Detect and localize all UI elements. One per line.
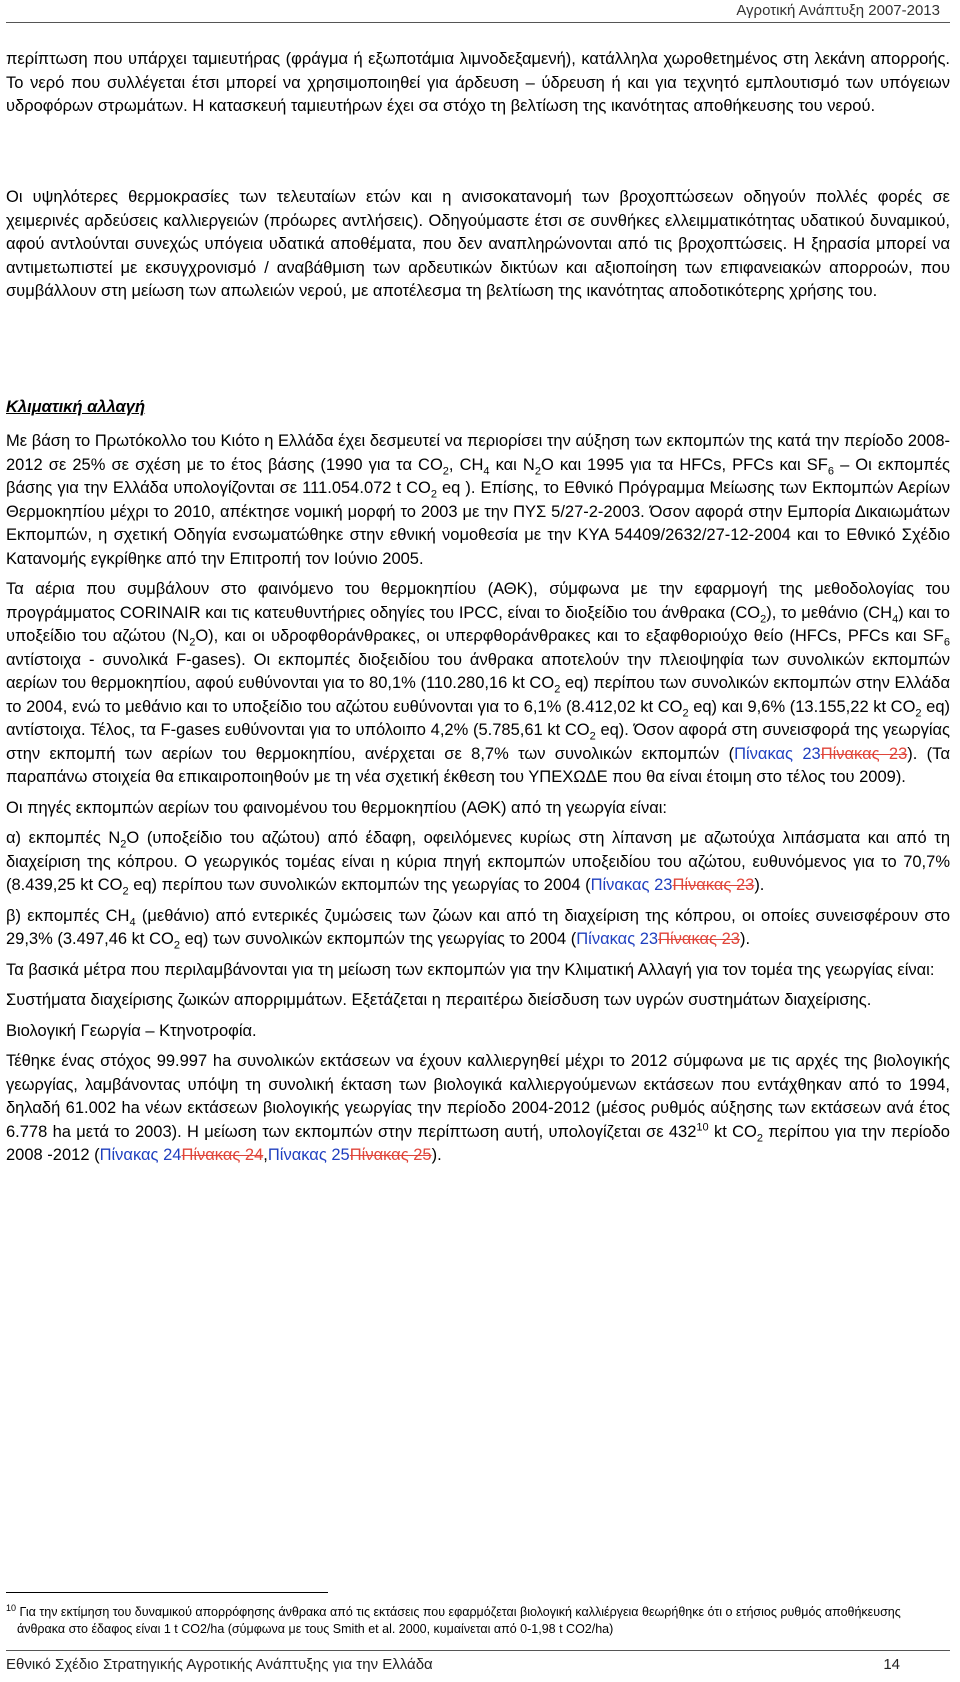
deleted-reference: Πίνακας 25 bbox=[349, 1146, 432, 1164]
table-reference-link[interactable]: Πίνακας 23 bbox=[576, 930, 659, 948]
paragraph-reservoir: περίπτωση που υπάρχει ταμιευτήρας (φράγμα ή εξωποτάμια λιμνοδεξαμενή), κατάλληλα χωροθετημένος στη λεκάνη απορροής. Το νερό που συλλέγεται έτσι μπορεί να χρησιμοποιηθεί για άρδευση – ύδρευση ή και για τεχνητό εμπλουτισμό των υπόγειων υδροφόρων στρωμάτων. Η κατασκευή ταμιευτήρων έχει σα στόχο τη βελτίωση της ικανότητας αποθήκευσης του νερού. bbox=[6, 50, 950, 115]
footnote bbox=[6, 1604, 946, 1638]
paragraph-organic-target: Τέθηκε ένας στόχος 99.997 ha συνολικών εκτάσεων να έχουν καλλιεργηθεί μέχρι το 2012 σύμφωνα με τις αρχές της βιολογικής γεωργίας, λαμβάνοντας υπόψη τη συνολική έκταση των βιολογικά καλλιεργούμενων εκτάσεων που εντάχθηκαν από το 1994, δηλαδή 61.002 ha νέων εκτάσεων βιολογικής γεωργίας την περίοδο 2004-2012 (μέσος ρυθμός αύξησης των εκτάσεων ανά έτος 6.778 ha μετά το 2003). Η μείωση των εκπομπών στην περίπτωση αυτή, υπολογίζεται σε $432^{10}$ kt $CO_2$ περίπου για την περίοδο 2008 -2012 (Πίνακας 24Πίνακας 24,Πίνακας 25Πίνακας 25). bbox=[6, 1052, 950, 1164]
deleted-reference: Πίνακας 23 bbox=[672, 876, 755, 894]
table-reference-link[interactable]: Πίνακας 25 bbox=[267, 1146, 350, 1164]
paragraph-sources-intro: Οι πηγές εκπομπών αερίων του φαινομένου του θερμοκηπίου (ΑΘΚ) από τη γεωργία είναι: bbox=[6, 798, 667, 817]
climate-section-body bbox=[6, 430, 950, 1175]
footer-divider bbox=[6, 1650, 950, 1651]
paragraph-ch4: β) εκπομπές $CH_4$ (μεθάνιο) από εντερικές ζυμώσεις των ζώων και από τη διαχείριση της κόπρου, οι οποίες συνεισφέρουν στο 29,3% (3.497,46 kt $CO_2$ eq) των συνολικών εκπομπών της γεωργίας το 2004 (Πίνακας 23Πίνακας 23). bbox=[6, 906, 950, 952]
footnote-separator bbox=[6, 1592, 328, 1593]
paragraph-kyoto: Με βάση το Πρωτόκολλο του Κιότο η Ελλάδα έχει δεσμευτεί να περιορίσει την αύξηση των εκπομπών της κατά την περίοδο 2008-2012 σε 25% σε σχέση με το έτος βάσης (1990 για τα $CO_2$, $CH_4$ και $N_2O$ και 1995 για τα HFCs, PFCs και $SF_6$ – Οι εκπομπές βάσης για την Ελλάδα υπολογίζονται σε 111.054.072 t $CO_2$ eq ). Επίσης, το Εθνικό Πρόγραμμα Μείωσης των Εκπομπών Αερίων Θερμοκηπίου μέχρι το 2010, απέκτησε νομική μορφή το 2003 με την ΠΥΣ 5/27-2-2003. Όσον αφορά στην Εμπορία Δικαιωμάτων Εκπομπών, η σχετική Οδηγία ενσωματώθηκε στην εθνική νομοθεσία με την ΚΥΑ 54409/2632/27-12-2004 και το Εθνικό Σχέδιο Κατανομής εγκρίθηκε από την Επιτροπή τον Ιούνιο 2005. bbox=[6, 432, 950, 568]
table-reference-link[interactable]: Πίνακας 24 bbox=[99, 1146, 182, 1164]
deleted-reference: Πίνακας 23 bbox=[658, 930, 740, 948]
paragraph-measures: Τα βασικά μέτρα που περιλαμβάνονται για τη μείωση των εκπομπών για την Κλιματική Αλλαγή για τον τομέα της γεωργίας είναι: bbox=[6, 960, 935, 979]
paragraph-n2o: α) εκπομπές $N_2O$ (υποξείδιο του αζώτου) από έδαφη, οφειλόμενες κυρίως στη λίπανση με αζωτούχα λιπάσματα και από τη διαχείριση της κόπρου. Ο γεωργικός τομέας είναι η κύρια πηγή εκπομπών υποξειδίου του αζώτου, ευθυνόμενος για το 70,7% (8.439,25 kt $CO_2$ eq) περίπου των συνολικών εκπομπών της γεωργίας το 2004 (Πίνακας 23Πίνακας 23). bbox=[6, 829, 950, 898]
paragraph-manure-systems: Συστήματα διαχείρισης ζωικών απορριμμάτων. Εξετάζεται η περαιτέρω διείσδυση των υγρών συστημάτων διαχείρισης. bbox=[6, 991, 872, 1009]
section-heading-climate-change: Κλιματική αλλαγή bbox=[6, 398, 146, 416]
footnote-text: Για την εκτίμηση του δυναμικού απορρόφησης άνθρακα από τις εκτάσεις που εφαρμόζεται βιολογική καλλιέργεια θεωρήθηκε ότι ο ετήσιος ρυθμός αποθήκευσης άνθρακα στο έδαφος είναι 1 t CO2/ha (σύμφωνα με τους Smith et al. 2000, κυμαίνεται από 0-1,98 t CO2/ha) bbox=[16, 1605, 901, 1636]
table-reference-link[interactable]: Πίνακας 23 bbox=[590, 876, 673, 894]
table-reference-link[interactable]: Πίνακας 23 bbox=[734, 744, 821, 763]
intro-paragraphs-2 bbox=[6, 186, 950, 311]
paragraph-organic: Βιολογική Γεωργία – Κτηνοτροφία. bbox=[6, 1021, 257, 1040]
paragraph-greenhouse-gases: Τα αέρια που συμβάλουν στο φαινόμενο του θερμοκηπίου (ΑΘΚ), σύμφωνα με την εφαρμογή της μεθοδολογίας του προγράμματος CORINAIR και τις κατευθυντήριες οδηγίες του IPCC, είναι το διοξείδιο του άνθρακα $(CO_2)$, το μεθάνιο $(CH_4)$ και το υποξείδιο του αζώτου $(N_2O)$, και οι υδροφθοράνθρακες, οι υπερφθοράνθρακες και το εξαφθοριούχο θείο (HFCs, PFCs και $SF_6$ αντίστοιχα - συνολικά F-gases). Οι εκπομπές διοξειδίου του άνθρακα αποτελούν την πλειοψηφία των συνολικών εκπομπών αερίων του θερμοκηπίου, αφού ευθύνονται για το 80,1% (110.280,16 kt $CO_2$ eq) περίπου των συνολικών εκπομπών στην Ελλάδα το 2004, ενώ το μεθάνιο και το υποξείδιο του αζώτου ευθύνονται για το 6,1% (8.412,02 kt $CO_2$ eq) και 9,6% (13.155,22 kt $CO_2$ eq) αντίστοιχα. Τέλος, τα F-gases ευθύνονται για το υπόλοιπο 4,2% (5.785,61 kt $CO_2$ eq). Όσον αφορά στη συνεισφορά της γεωργίας στην εκπομπή των αερίων του θερμοκηπίου, ανέρχεται σε 8,7% των συνολικών εκπομπών (Πίνακας 23Πίνακας 23). (Τα παραπάνω στοιχεία θα επικαιροποιηθούν με τη νέα σχετική έκθεση του ΥΠΕΧΩΔΕ που θα είναι έτοιμη στο τέλος του 2009). bbox=[6, 580, 951, 786]
deleted-reference: Πίνακας 23 bbox=[820, 744, 908, 763]
footnote-marker[interactable]: 10 bbox=[696, 1121, 709, 1133]
header-divider bbox=[6, 22, 950, 23]
page-number: 14 bbox=[883, 1656, 900, 1673]
deleted-reference: Πίνακας 24 bbox=[181, 1146, 264, 1164]
footnote-number: 10 bbox=[6, 1602, 17, 1613]
intro-paragraphs bbox=[6, 48, 950, 126]
running-footer: Εθνικό Σχέδιο Στρατηγικής Αγροτικής Ανάπτυξης για την Ελλάδα bbox=[6, 1656, 433, 1673]
paragraph-drought: Οι υψηλότερες θερμοκρασίες των τελευταίων ετών και η ανισοκατανομή των βροχοπτώσεων οδηγούν πολλές φορές σε χειμερινές αρδεύσεις καλλιεργειών (πρόωρες αντλήσεις). Οδηγούμαστε έτσι σε συνθήκες ελλειμματικότητας υδατικού δυναμικού, αφού αντλούνται συνεχώς υπόγεια υδατικά αποθέματα, που δεν αναπληρώνονται από τις βροχοπτώσεις. Η ξηρασία μπορεί να αντιμετωπιστεί με εκσυγχρονισμό / αναβάθμιση των αρδευτικών δικτύων και αξιοποίηση των επιφανειακών απορροών, που συμβάλλουν στη μείωση των απωλειών νερού, με αποτέλεσμα τη βελτίωση της ικανότητας αποδοτικότερης χρήσης του. bbox=[6, 188, 950, 300]
running-header: Αγροτική Ανάπτυξη 2007-2013 bbox=[736, 2, 940, 19]
